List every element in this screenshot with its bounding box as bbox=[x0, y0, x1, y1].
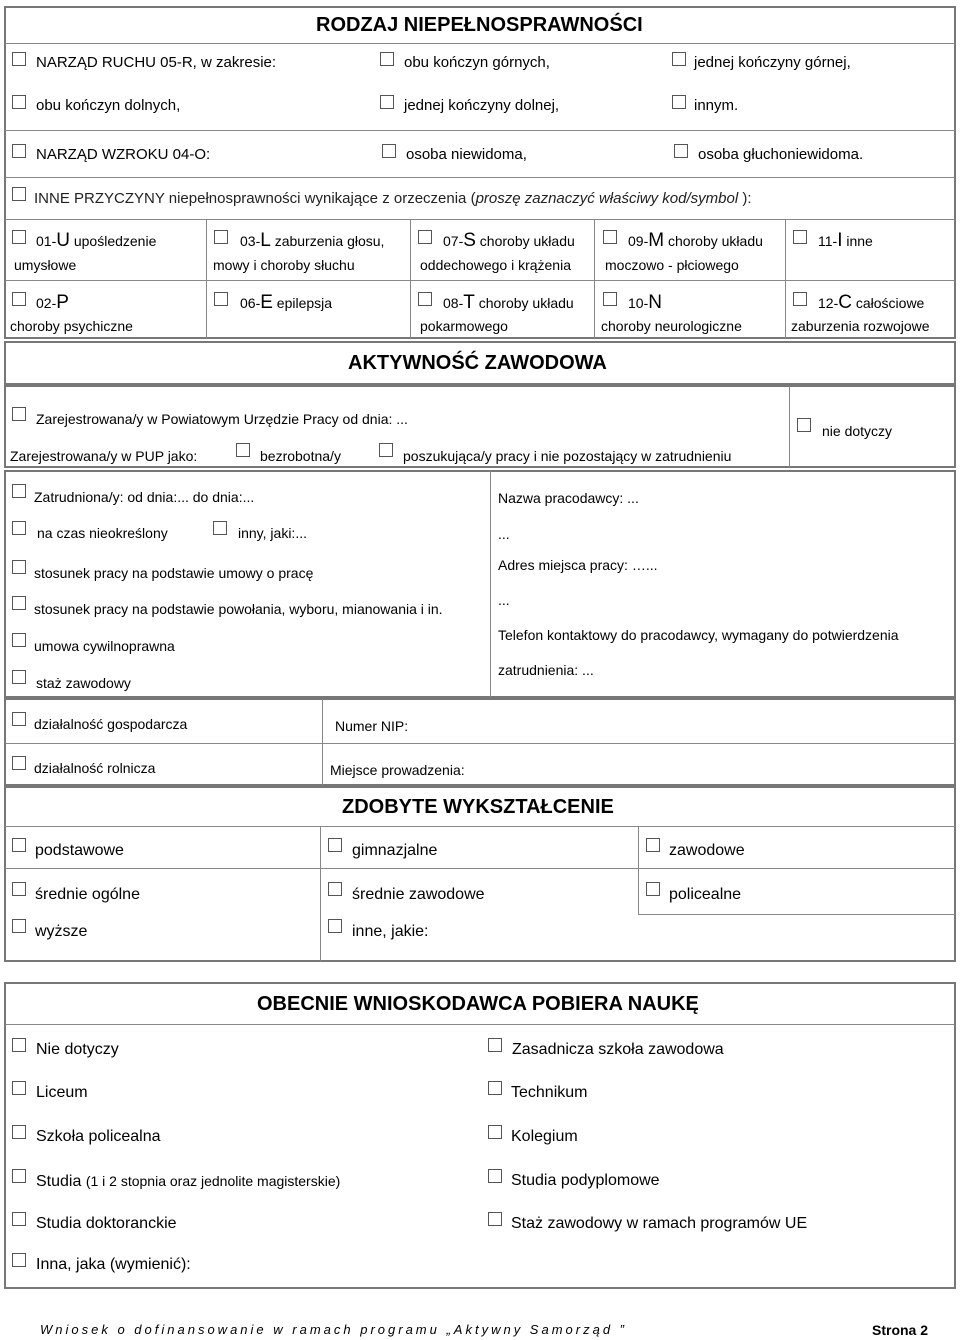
divider bbox=[206, 219, 207, 339]
code-text: upośledzenie bbox=[69, 233, 157, 249]
study-eu-internship-label: Staż zawodowy w ramach programów UE bbox=[511, 1215, 808, 1232]
divider bbox=[5, 43, 955, 44]
farming-checkbox[interactable] bbox=[12, 756, 26, 770]
farming-label: działalność rolnicza bbox=[34, 760, 156, 776]
code-letter: P bbox=[56, 292, 69, 313]
code-num: 10- bbox=[628, 295, 649, 311]
unemployed-label: bezrobotna/y bbox=[260, 448, 341, 464]
workplace-address-field[interactable]: Adres miejsca pracy: …... bbox=[498, 557, 658, 573]
code-num: 03- bbox=[240, 233, 261, 249]
study-post-secondary-label: Szkoła policealna bbox=[36, 1128, 161, 1145]
employer-phone-label: Telefon kontaktowy do pracodawcy, wymagany do potwierdzenia bbox=[498, 627, 899, 643]
nip-field[interactable]: Numer NIP: bbox=[335, 718, 409, 734]
footer-text: Wniosek o dofinansowanie w ramach programu „Aktywny Samorząd ” bbox=[40, 1322, 628, 1337]
sight-deafblind-label: osoba głuchoniewidoma. bbox=[698, 146, 864, 163]
code-07-desc: oddechowego i krążenia bbox=[420, 257, 571, 273]
motor-both-lower-label: obu kończyn dolnych, bbox=[36, 97, 181, 114]
divider bbox=[5, 743, 955, 744]
code-text: choroby układu bbox=[475, 233, 575, 249]
sight-blind-label: osoba niewidoma, bbox=[406, 146, 527, 163]
study-postgraduate-checkbox[interactable] bbox=[488, 1169, 502, 1183]
code-08-checkbox[interactable] bbox=[418, 292, 432, 306]
edu-post-secondary-label: policealne bbox=[669, 886, 742, 903]
other-contract-checkbox[interactable] bbox=[213, 521, 227, 535]
code-09-desc: moczowo - płciowego bbox=[605, 257, 739, 273]
edu-vocational-secondary-label: średnie zawodowe bbox=[352, 886, 485, 903]
code-text: choroby układu bbox=[474, 295, 574, 311]
code-num: 11- bbox=[818, 233, 838, 249]
study-university-text: Studia bbox=[36, 1173, 82, 1190]
code-letter: C bbox=[838, 292, 852, 313]
code-num: 07- bbox=[443, 233, 464, 249]
internship-label: staż zawodowy bbox=[36, 675, 131, 691]
code-06-checkbox[interactable] bbox=[214, 292, 228, 306]
edu-vocational-secondary-checkbox[interactable] bbox=[328, 882, 342, 896]
code-letter: S bbox=[463, 230, 476, 251]
study-basic-vocational-checkbox[interactable] bbox=[488, 1038, 502, 1052]
code-12-checkbox[interactable] bbox=[793, 292, 807, 306]
indefinite-checkbox[interactable] bbox=[12, 521, 26, 535]
job-seeker-checkbox[interactable] bbox=[379, 443, 393, 457]
edu-other-checkbox[interactable] bbox=[328, 919, 342, 933]
employer-phone-field[interactable]: zatrudnienia: ... bbox=[498, 662, 594, 678]
divider bbox=[5, 868, 955, 869]
sight-checkbox[interactable] bbox=[12, 144, 26, 158]
sight-blind-checkbox[interactable] bbox=[382, 144, 396, 158]
study-title: OBECNIE WNIOSKODAWCA POBIERA NAUKĘ bbox=[257, 993, 699, 1015]
divider bbox=[5, 177, 955, 178]
study-college-checkbox[interactable] bbox=[488, 1125, 502, 1139]
code-06-label bbox=[240, 294, 332, 312]
divider bbox=[5, 130, 955, 131]
motor-one-lower-checkbox[interactable] bbox=[380, 95, 394, 109]
civil-contract-checkbox[interactable] bbox=[12, 633, 26, 647]
study-other-label: Inna, jaka (wymienić): bbox=[36, 1256, 191, 1273]
not-applicable-label: nie dotyczy bbox=[822, 423, 893, 439]
code-letter: N bbox=[648, 292, 662, 313]
code-03-desc: mowy i choroby słuchu bbox=[213, 257, 355, 273]
study-college-label: Kolegium bbox=[511, 1128, 578, 1145]
divider bbox=[789, 386, 790, 467]
study-other-checkbox[interactable] bbox=[12, 1253, 26, 1267]
motor-one-upper-checkbox[interactable] bbox=[672, 52, 686, 66]
code-11-label bbox=[818, 232, 873, 250]
divider bbox=[638, 914, 955, 915]
divider bbox=[410, 219, 411, 339]
code-letter: L bbox=[260, 230, 271, 251]
indefinite-label: na czas nieokreślony bbox=[37, 525, 168, 541]
workplace-address-continued[interactable]: ... bbox=[498, 592, 510, 608]
motor-one-lower-label: jednej kończyny dolnej, bbox=[404, 97, 560, 114]
edu-vocational-checkbox[interactable] bbox=[646, 838, 660, 852]
sight-deafblind-checkbox[interactable] bbox=[674, 144, 688, 158]
divider bbox=[322, 699, 323, 785]
code-num: 09- bbox=[628, 233, 649, 249]
code-text: całościowe bbox=[851, 295, 925, 311]
farming-place-field[interactable]: Miejsce prowadzenia: bbox=[330, 762, 465, 778]
other-causes-checkbox[interactable] bbox=[12, 187, 26, 201]
motor-both-lower-checkbox[interactable] bbox=[12, 95, 26, 109]
other-contract-label: inny, jaki:... bbox=[238, 525, 307, 541]
code-text: zaburzenia głosu, bbox=[270, 233, 385, 249]
study-high-school-label: Liceum bbox=[36, 1084, 88, 1101]
business-checkbox[interactable] bbox=[12, 712, 26, 726]
code-letter: T bbox=[463, 292, 475, 313]
code-letter: M bbox=[648, 230, 665, 251]
code-09-checkbox[interactable] bbox=[603, 230, 617, 244]
code-num: 12- bbox=[818, 295, 839, 311]
divider bbox=[490, 471, 491, 697]
code-01-desc: umysłowe bbox=[14, 257, 77, 273]
code-02-desc: choroby psychiczne bbox=[10, 318, 133, 334]
code-letter: I bbox=[837, 230, 843, 251]
registered-as-label: Zarejestrowana/y w PUP jako: bbox=[10, 448, 198, 464]
disability-title: RODZAJ NIEPEŁNOSPRAWNOŚCI bbox=[316, 14, 643, 36]
code-03-label bbox=[240, 232, 384, 250]
appointment-checkbox[interactable] bbox=[12, 596, 26, 610]
study-none-label: Nie dotyczy bbox=[36, 1041, 119, 1058]
edu-middle-school-label: gimnazjalne bbox=[352, 842, 438, 859]
motor-label: NARZĄD RUCHU 05-R, w zakresie: bbox=[36, 54, 277, 71]
study-university-note: (1 i 2 stopnia oraz jednolite magisterskie) bbox=[85, 1173, 341, 1189]
code-letter: E bbox=[260, 292, 273, 313]
study-none-checkbox[interactable] bbox=[12, 1038, 26, 1052]
code-02-checkbox[interactable] bbox=[12, 292, 26, 306]
employed-checkbox[interactable] bbox=[12, 484, 26, 498]
unemployed-checkbox[interactable] bbox=[236, 443, 250, 457]
divider bbox=[785, 219, 786, 339]
study-doctoral-checkbox[interactable] bbox=[12, 1212, 26, 1226]
motor-both-upper-label: obu kończyn górnych, bbox=[404, 54, 550, 71]
study-university-checkbox[interactable] bbox=[12, 1169, 26, 1183]
divider bbox=[638, 826, 639, 914]
employment-contract-checkbox[interactable] bbox=[12, 560, 26, 574]
other-causes-text: INNE PRZYCZYNY niepełnosprawności wynikające z orzeczenia ( bbox=[34, 190, 476, 207]
code-letter: U bbox=[56, 230, 70, 251]
study-doctoral-label: Studia doktoranckie bbox=[36, 1215, 177, 1232]
code-07-label bbox=[443, 232, 575, 250]
edu-higher-label: wyższe bbox=[35, 923, 88, 940]
code-01-checkbox[interactable] bbox=[12, 230, 26, 244]
employer-name-field[interactable]: Nazwa pracodawcy: ... bbox=[498, 490, 639, 506]
edu-general-secondary-label: średnie ogólne bbox=[35, 886, 140, 903]
appointment-label: stosunek pracy na podstawie powołania, wyboru, mianowania i in. bbox=[34, 601, 443, 617]
job-seeker-label: poszukująca/y pracy i nie pozostający w zatrudnieniu bbox=[403, 448, 732, 464]
code-10-desc: choroby neurologiczne bbox=[601, 318, 742, 334]
employer-name-continued[interactable]: ... bbox=[498, 526, 510, 542]
study-eu-internship-checkbox[interactable] bbox=[488, 1212, 502, 1226]
business-label: działalność gospodarcza bbox=[34, 716, 188, 732]
edu-middle-school-checkbox[interactable] bbox=[328, 838, 342, 852]
internship-checkbox[interactable] bbox=[12, 670, 26, 684]
code-num: 06- bbox=[240, 295, 261, 311]
edu-general-secondary-checkbox[interactable] bbox=[12, 882, 26, 896]
other-causes-end: ): bbox=[738, 190, 752, 207]
divider bbox=[320, 826, 321, 961]
edu-post-secondary-checkbox[interactable] bbox=[646, 882, 660, 896]
civil-contract-label: umowa cywilnoprawna bbox=[34, 638, 175, 654]
edu-primary-checkbox[interactable] bbox=[12, 838, 26, 852]
code-08-label bbox=[443, 294, 574, 312]
edu-higher-checkbox[interactable] bbox=[12, 919, 26, 933]
code-text: choroby układu bbox=[664, 233, 763, 249]
other-causes-label bbox=[34, 190, 752, 208]
education-title: ZDOBYTE WYKSZTAŁCENIE bbox=[342, 796, 614, 818]
edu-other-label: inne, jakie: bbox=[352, 923, 429, 940]
code-num: 01- bbox=[36, 233, 57, 249]
study-postgraduate-label: Studia podyplomowe bbox=[511, 1172, 660, 1189]
divider bbox=[5, 1024, 955, 1025]
code-01-label bbox=[36, 232, 156, 250]
code-num: 08- bbox=[443, 295, 464, 311]
study-technical-label: Technikum bbox=[511, 1084, 588, 1101]
code-text: inne bbox=[842, 233, 873, 249]
divider bbox=[594, 219, 595, 339]
registered-label: Zarejestrowana/y w Powiatowym Urzędzie Pracy od dnia: ... bbox=[36, 411, 408, 427]
motor-checkbox[interactable] bbox=[12, 52, 26, 66]
code-03-checkbox[interactable] bbox=[214, 230, 228, 244]
registered-checkbox[interactable] bbox=[12, 407, 26, 421]
study-high-school-checkbox[interactable] bbox=[12, 1081, 26, 1095]
sight-label: NARZĄD WZROKU 04-O: bbox=[36, 146, 211, 163]
other-causes-italic: proszę zaznaczyć właściwy kod/symbol bbox=[475, 190, 739, 207]
code-10-checkbox[interactable] bbox=[603, 292, 617, 306]
motor-other-checkbox[interactable] bbox=[672, 95, 686, 109]
divider bbox=[5, 219, 955, 220]
code-10-label bbox=[628, 294, 662, 312]
page-number: Strona 2 bbox=[872, 1322, 929, 1338]
code-08-desc: pokarmowego bbox=[420, 318, 508, 334]
code-text: epilepsja bbox=[272, 295, 333, 311]
study-basic-vocational-label: Zasadnicza szkoła zawodowa bbox=[512, 1041, 724, 1058]
code-09-label bbox=[628, 232, 763, 250]
motor-both-upper-checkbox[interactable] bbox=[380, 52, 394, 66]
edu-vocational-label: zawodowe bbox=[669, 842, 745, 859]
code-11-checkbox[interactable] bbox=[793, 230, 807, 244]
study-technical-checkbox[interactable] bbox=[488, 1081, 502, 1095]
code-07-checkbox[interactable] bbox=[418, 230, 432, 244]
divider bbox=[5, 280, 955, 281]
not-applicable-checkbox[interactable] bbox=[797, 418, 811, 432]
edu-primary-label: podstawowe bbox=[35, 842, 124, 859]
study-post-secondary-checkbox[interactable] bbox=[12, 1125, 26, 1139]
code-12-label bbox=[818, 294, 924, 312]
motor-one-upper-label: jednej kończyny górnej, bbox=[694, 54, 851, 71]
study-university-label bbox=[36, 1172, 340, 1191]
code-12-desc: zaburzenia rozwojowe bbox=[791, 318, 930, 334]
divider bbox=[5, 826, 955, 827]
code-02-label bbox=[36, 294, 69, 312]
employment-contract-label: stosunek pracy na podstawie umowy o pracę bbox=[34, 565, 314, 581]
employed-label: Zatrudniona/y: od dnia:... do dnia:... bbox=[34, 489, 255, 505]
code-num: 02- bbox=[36, 295, 57, 311]
work-title: AKTYWNOŚĆ ZAWODOWA bbox=[348, 352, 607, 374]
motor-other-label: innym. bbox=[694, 97, 739, 114]
